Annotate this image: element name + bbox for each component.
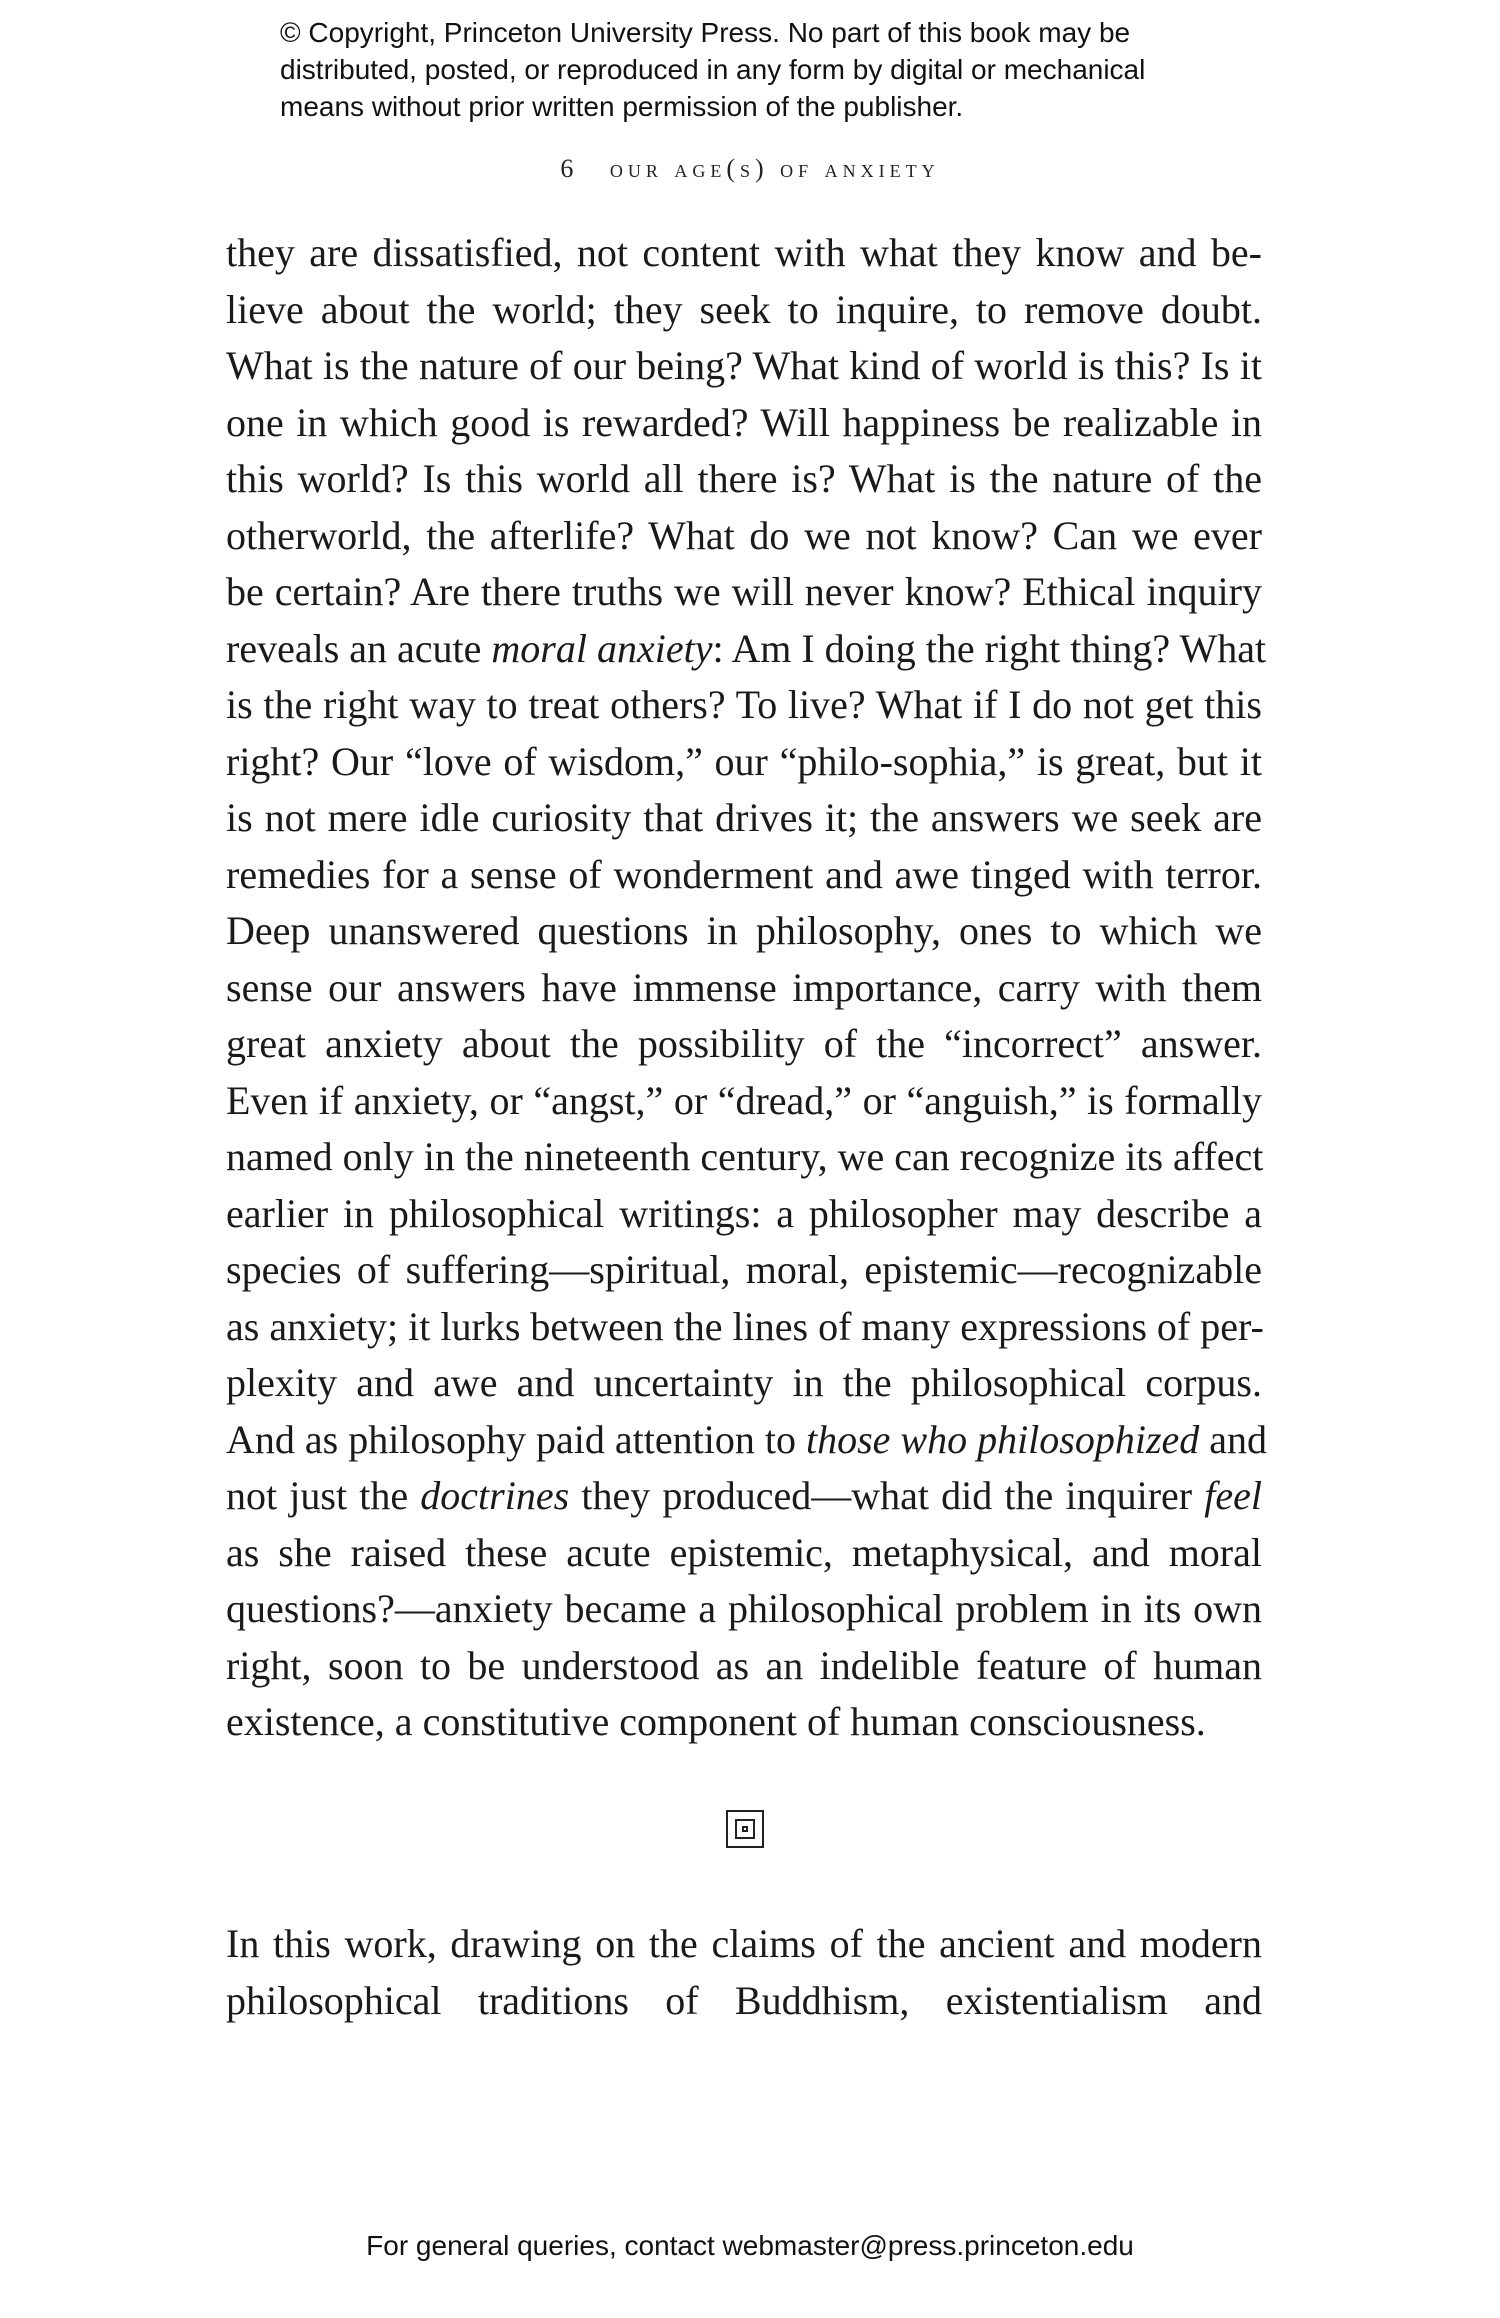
running-head-title: our age(s) of anxiety <box>609 154 940 183</box>
text-line: What is the nature of our being? What kind of world is this? Is it <box>226 343 1262 388</box>
text-line: great anxiety about the possibility of the “incorrect” answer. <box>226 1021 1262 1066</box>
text-line: sense our answers have immense importance, carry with them <box>226 964 1262 1010</box>
text-line: earlier in philosophical writings: a philosopher may describe a <box>226 1190 1262 1236</box>
text-line: reveals an acute moral anxiety: Am I doing the right thing? What <box>226 625 1267 671</box>
text-line: In this work, drawing on the claims of the ancient and modern <box>226 1921 1262 1966</box>
body-paragraph-2 <box>226 1916 1262 2029</box>
copyright-line: means without prior written permission of the publisher. <box>280 91 964 122</box>
text-line: be certain? Are there truths we will never know? Ethical inquiry <box>226 569 1262 614</box>
text-line: remedies for a sense of wonderment and awe tinged with terror. <box>226 851 1262 897</box>
text-line: not just the doctrines they produced—what did the inquirer feel <box>226 1473 1262 1518</box>
text-line: they are dissatisfied, not content with what they know and be- <box>226 230 1262 275</box>
text-line: philosophical traditions of Buddhism, existentialism and <box>226 1977 1262 2023</box>
text-line: named only in the nineteenth century, we can recognize its affect <box>226 1134 1264 1179</box>
copyright-line: distributed, posted, or reproduced in any form by digital or mechanical <box>280 54 1146 85</box>
text-line: one in which good is rewarded? Will happiness be realizable in <box>226 399 1262 445</box>
text-line: questions?—anxiety became a philosophical problem in its own <box>226 1586 1262 1631</box>
running-head <box>0 154 1500 184</box>
text-line: Deep unanswered questions in philosophy, ones to which we <box>226 908 1262 953</box>
section-break-ornament-icon <box>726 1810 764 1848</box>
body-paragraph-1 <box>226 225 1268 1751</box>
text-line: right, soon to be understood as an indelible feature of human <box>226 1642 1262 1688</box>
text-line: as anxiety; it lurks between the lines of many expressions of per- <box>226 1303 1264 1349</box>
text-line: plexity and awe and uncertainty in the philosophical corpus. <box>226 1360 1262 1405</box>
text-line: is the right way to treat others? To live? What if I do not get this <box>226 682 1262 727</box>
text-line: And as philosophy paid attention to those who philosophized and <box>226 1416 1268 1462</box>
text-line: this world? Is this world all there is? What is the nature of the <box>226 456 1262 501</box>
copyright-line: © Copyright, Princeton University Press. No part of this book may be <box>280 17 1131 48</box>
text-line: existence, a constitutive component of human consciousness. <box>226 1699 1206 1744</box>
text-line: species of suffering—spiritual, moral, epistemic—recognizable <box>226 1247 1262 1292</box>
text-line: as she raised these acute epistemic, metaphysical, and moral <box>226 1529 1262 1575</box>
text-line: Even if anxiety, or “angst,” or “dread,” or “anguish,” is formally <box>226 1077 1262 1123</box>
text-line: otherworld, the afterlife? What do we not know? Can we ever <box>226 512 1262 558</box>
footer-contact: For general queries, contact webmaster@press.princeton.edu <box>366 2230 1134 2261</box>
text-line: lieve about the world; they seek to inquire, to remove doubt. <box>226 286 1262 332</box>
copyright-notice <box>280 14 1280 125</box>
text-line: is not mere idle curiosity that drives it; the answers we seek are <box>226 795 1262 840</box>
page-number: 6 <box>560 154 574 183</box>
text-line: right? Our “love of wisdom,” our “philo-sophia,” is great, but it <box>226 738 1262 784</box>
